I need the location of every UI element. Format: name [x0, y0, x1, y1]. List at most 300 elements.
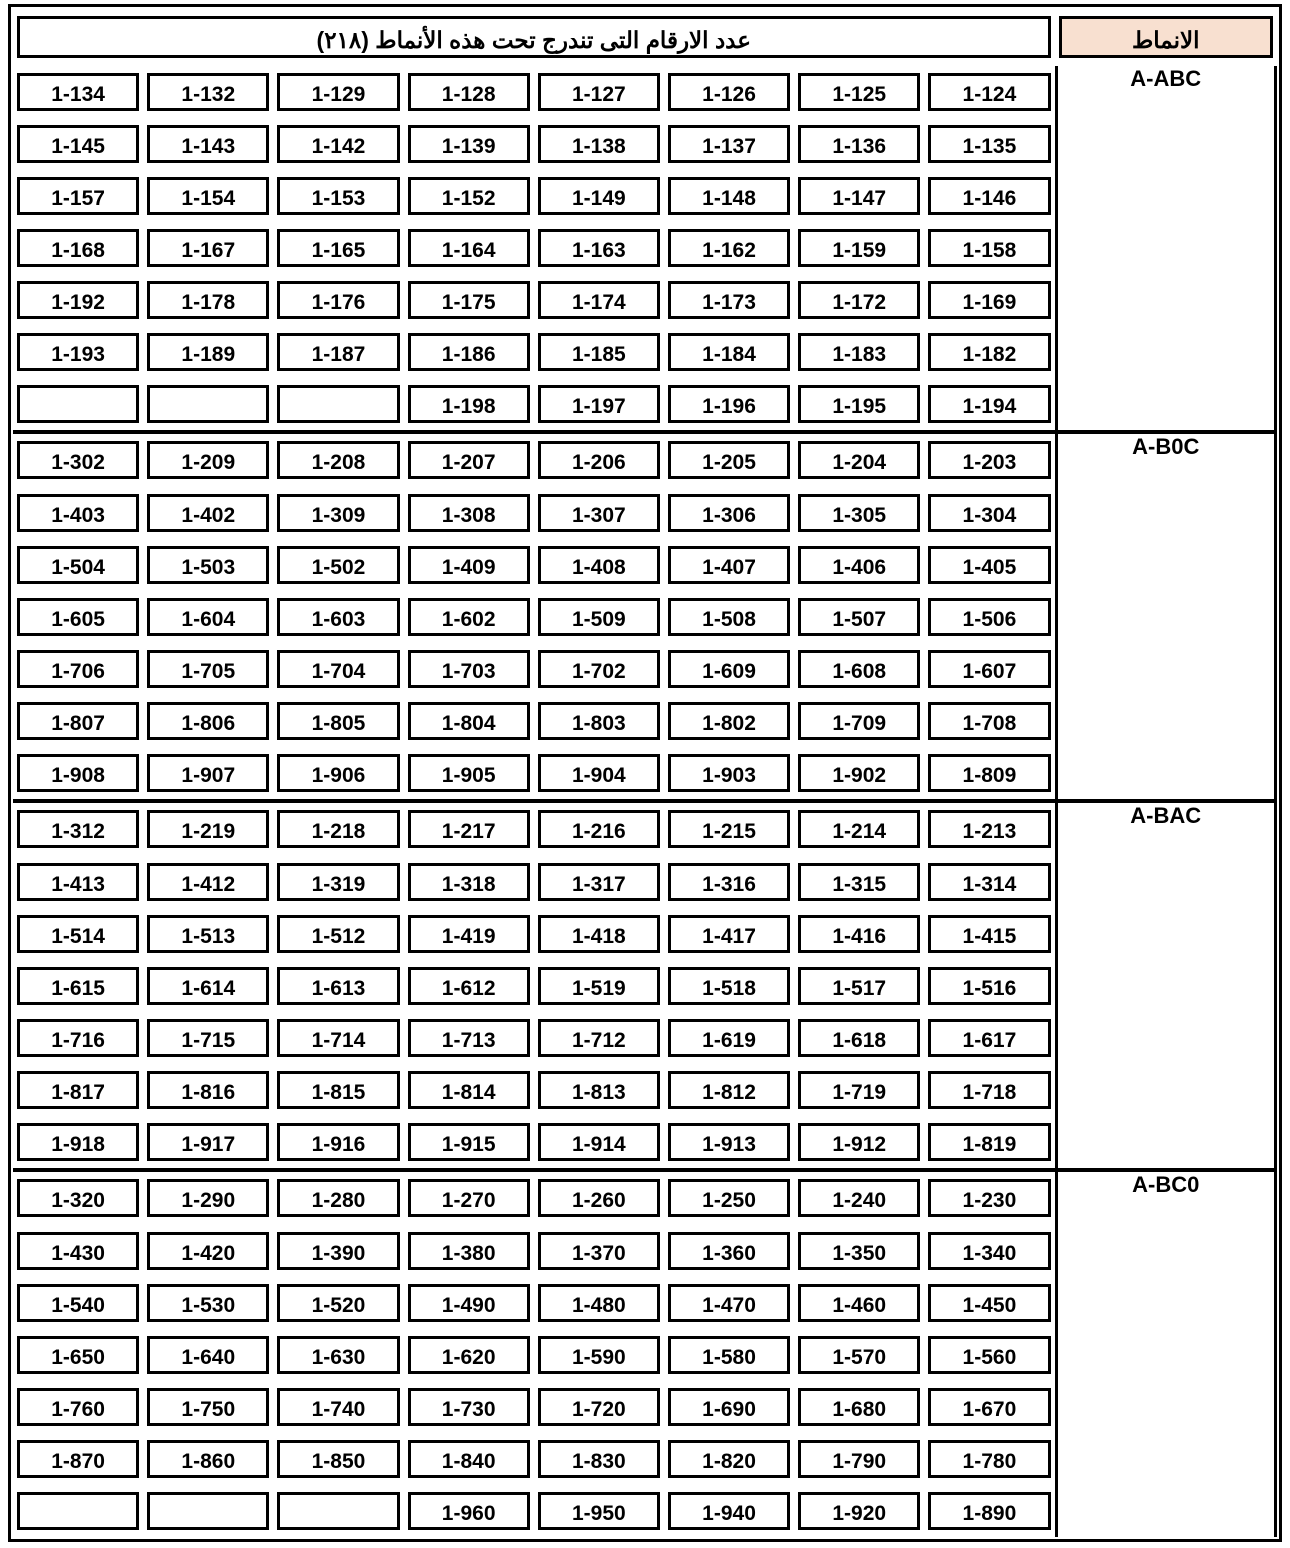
number-box: 1-508 — [668, 598, 790, 636]
number-cell — [404, 1329, 534, 1381]
number-box: 1-650 — [17, 1336, 139, 1374]
number-cell — [664, 118, 794, 170]
number-box: 1-760 — [17, 1388, 139, 1426]
number-cell — [924, 539, 1054, 591]
number-box: 1-470 — [668, 1284, 790, 1322]
number-box: 1-605 — [17, 598, 139, 636]
number-cell — [273, 222, 403, 274]
number-cell — [404, 643, 534, 695]
number-box: 1-142 — [277, 125, 399, 163]
number-box: 1-154 — [147, 177, 269, 215]
number-box: 1-134 — [17, 73, 139, 111]
pattern-group-cell — [1055, 799, 1278, 1168]
number-cell — [794, 856, 924, 908]
number-cell — [534, 66, 664, 118]
number-cell — [273, 960, 403, 1012]
number-box: 1-750 — [147, 1388, 269, 1426]
number-cell — [924, 1381, 1054, 1433]
number-box: 1-704 — [277, 650, 399, 688]
number-box: 1-790 — [798, 1440, 920, 1478]
number-box: 1-613 — [277, 967, 399, 1005]
number-box: 1-916 — [277, 1123, 399, 1161]
number-cell — [924, 799, 1054, 856]
number-cell — [924, 1329, 1054, 1381]
number-box: 1-718 — [928, 1071, 1050, 1109]
number-cell — [13, 1485, 143, 1537]
number-cell — [273, 1012, 403, 1064]
number-cell — [404, 908, 534, 960]
number-box: 1-619 — [668, 1019, 790, 1057]
pattern-group-cell — [1055, 66, 1278, 430]
number-cell — [534, 118, 664, 170]
number-cell — [13, 1116, 143, 1168]
number-box: 1-163 — [538, 229, 660, 267]
number-box: 1-713 — [408, 1019, 530, 1057]
number-cell — [924, 908, 1054, 960]
number-box: 1-215 — [668, 810, 790, 848]
number-box: 1-609 — [668, 650, 790, 688]
number-box: 1-309 — [277, 494, 399, 532]
number-cell — [534, 695, 664, 747]
number-box: 1-380 — [408, 1232, 530, 1270]
number-cell — [924, 487, 1054, 539]
number-cell — [534, 643, 664, 695]
number-box: 1-307 — [538, 494, 660, 532]
number-cell — [143, 222, 273, 274]
number-box: 1-517 — [798, 967, 920, 1005]
number-cell — [143, 66, 273, 118]
number-cell — [143, 1277, 273, 1329]
number-cell — [664, 643, 794, 695]
number-cell — [534, 1381, 664, 1433]
number-cell — [664, 1012, 794, 1064]
number-box: 1-706 — [17, 650, 139, 688]
number-cell — [924, 222, 1054, 274]
number-box: 1-182 — [928, 333, 1050, 371]
pattern-name: A-BAC — [1055, 803, 1278, 1168]
number-cell — [664, 274, 794, 326]
number-box: 1-390 — [277, 1232, 399, 1270]
number-cell — [273, 487, 403, 539]
number-cell — [534, 222, 664, 274]
number-cell — [404, 960, 534, 1012]
number-cell — [143, 643, 273, 695]
number-cell — [273, 1225, 403, 1277]
number-box: 1-615 — [17, 967, 139, 1005]
number-box: 1-138 — [538, 125, 660, 163]
number-cell — [404, 1485, 534, 1537]
pattern-name: A-B0C — [1055, 434, 1278, 799]
number-cell — [273, 747, 403, 799]
number-box: 1-915 — [408, 1123, 530, 1161]
number-cell — [143, 1485, 273, 1537]
number-cell — [13, 1329, 143, 1381]
number-box: 1-143 — [147, 125, 269, 163]
number-cell — [273, 274, 403, 326]
number-box: 1-306 — [668, 494, 790, 532]
number-cell — [273, 1485, 403, 1537]
number-cell — [794, 1433, 924, 1485]
number-cell — [404, 539, 534, 591]
number-box: 1-740 — [277, 1388, 399, 1426]
number-cell — [273, 695, 403, 747]
number-box: 1-192 — [17, 281, 139, 319]
number-box: 1-418 — [538, 915, 660, 953]
number-box: 1-802 — [668, 702, 790, 740]
number-cell — [924, 856, 1054, 908]
number-box: 1-207 — [408, 441, 530, 479]
number-cell — [13, 799, 143, 856]
number-box: 1-230 — [928, 1179, 1050, 1217]
number-box: 1-715 — [147, 1019, 269, 1057]
number-box: 1-314 — [928, 863, 1050, 901]
number-cell — [13, 908, 143, 960]
number-box: 1-412 — [147, 863, 269, 901]
number-box: 1-540 — [17, 1284, 139, 1322]
number-box: 1-820 — [668, 1440, 790, 1478]
number-box: 1-145 — [17, 125, 139, 163]
number-box: 1-195 — [798, 385, 920, 423]
number-box: 1-139 — [408, 125, 530, 163]
number-cell — [534, 170, 664, 222]
number-box: 1-178 — [147, 281, 269, 319]
number-cell — [273, 643, 403, 695]
number-box: 1-860 — [147, 1440, 269, 1478]
number-box: 1-812 — [668, 1071, 790, 1109]
number-box: 1-184 — [668, 333, 790, 371]
number-box: 1-804 — [408, 702, 530, 740]
number-box: 1-709 — [798, 702, 920, 740]
table-row — [13, 1168, 1277, 1225]
number-box: 1-430 — [17, 1232, 139, 1270]
number-box: 1-705 — [147, 650, 269, 688]
number-box: 1-618 — [798, 1019, 920, 1057]
number-cell — [143, 1225, 273, 1277]
number-cell — [664, 747, 794, 799]
number-cell — [534, 1116, 664, 1168]
number-box: 1-129 — [277, 73, 399, 111]
number-box: 1-708 — [928, 702, 1050, 740]
number-box: 1-640 — [147, 1336, 269, 1374]
number-box: 1-960 — [408, 1492, 530, 1530]
pattern-name: A-ABC — [1055, 66, 1278, 430]
number-cell — [664, 487, 794, 539]
number-cell — [534, 487, 664, 539]
number-cell — [273, 1277, 403, 1329]
number-box: 1-209 — [147, 441, 269, 479]
number-box: 1-830 — [538, 1440, 660, 1478]
pattern-group-cell — [1055, 1168, 1278, 1537]
number-box: 1-136 — [798, 125, 920, 163]
number-box: 1-712 — [538, 1019, 660, 1057]
number-cell — [273, 378, 403, 430]
number-box: 1-415 — [928, 915, 1050, 953]
number-box: 1-319 — [277, 863, 399, 901]
number-cell — [794, 1168, 924, 1225]
number-cell — [924, 960, 1054, 1012]
table-row — [13, 799, 1277, 856]
number-box: 1-316 — [668, 863, 790, 901]
empty-number-box — [17, 385, 139, 423]
number-cell — [924, 1277, 1054, 1329]
number-box: 1-702 — [538, 650, 660, 688]
number-cell — [404, 1381, 534, 1433]
table-row — [13, 66, 1277, 118]
number-box: 1-308 — [408, 494, 530, 532]
number-cell — [664, 326, 794, 378]
number-cell — [143, 799, 273, 856]
number-cell — [794, 908, 924, 960]
number-cell — [534, 1433, 664, 1485]
number-box: 1-506 — [928, 598, 1050, 636]
number-cell — [534, 1225, 664, 1277]
number-box: 1-147 — [798, 177, 920, 215]
number-box: 1-850 — [277, 1440, 399, 1478]
number-box: 1-803 — [538, 702, 660, 740]
number-box: 1-503 — [147, 546, 269, 584]
number-cell — [794, 960, 924, 1012]
number-cell — [404, 1064, 534, 1116]
number-cell — [664, 908, 794, 960]
number-box: 1-507 — [798, 598, 920, 636]
number-cell — [664, 222, 794, 274]
number-box: 1-908 — [17, 754, 139, 792]
number-cell — [273, 1381, 403, 1433]
number-box: 1-340 — [928, 1232, 1050, 1270]
table-header-row — [13, 9, 1277, 66]
number-box: 1-890 — [928, 1492, 1050, 1530]
number-box: 1-193 — [17, 333, 139, 371]
number-cell — [534, 1012, 664, 1064]
number-cell — [13, 695, 143, 747]
number-box: 1-137 — [668, 125, 790, 163]
number-cell — [273, 66, 403, 118]
number-cell — [794, 1277, 924, 1329]
number-cell — [924, 1012, 1054, 1064]
number-box: 1-158 — [928, 229, 1050, 267]
number-box: 1-194 — [928, 385, 1050, 423]
number-box: 1-407 — [668, 546, 790, 584]
number-box: 1-703 — [408, 650, 530, 688]
number-box: 1-205 — [668, 441, 790, 479]
number-cell — [13, 487, 143, 539]
number-box: 1-183 — [798, 333, 920, 371]
number-cell — [664, 1381, 794, 1433]
number-box: 1-189 — [147, 333, 269, 371]
number-box: 1-270 — [408, 1179, 530, 1217]
number-cell — [13, 960, 143, 1012]
number-box: 1-819 — [928, 1123, 1050, 1161]
number-cell — [13, 66, 143, 118]
number-box: 1-218 — [277, 810, 399, 848]
number-cell — [143, 1433, 273, 1485]
table-title-cell — [13, 9, 1055, 66]
number-cell — [404, 856, 534, 908]
number-box: 1-780 — [928, 1440, 1050, 1478]
number-cell — [794, 695, 924, 747]
number-cell — [143, 1168, 273, 1225]
number-cell — [404, 1012, 534, 1064]
number-cell — [924, 643, 1054, 695]
patterns-header-cell — [1055, 9, 1278, 66]
number-cell — [534, 799, 664, 856]
number-box: 1-516 — [928, 967, 1050, 1005]
number-cell — [794, 747, 924, 799]
empty-number-box — [147, 1492, 269, 1530]
number-box: 1-720 — [538, 1388, 660, 1426]
number-box: 1-187 — [277, 333, 399, 371]
number-box: 1-125 — [798, 73, 920, 111]
number-cell — [664, 856, 794, 908]
number-box: 1-504 — [17, 546, 139, 584]
number-cell — [534, 1329, 664, 1381]
number-cell — [13, 1381, 143, 1433]
number-cell — [143, 170, 273, 222]
number-box: 1-204 — [798, 441, 920, 479]
number-box: 1-164 — [408, 229, 530, 267]
number-cell — [534, 747, 664, 799]
number-cell — [13, 1168, 143, 1225]
number-cell — [404, 118, 534, 170]
number-cell — [404, 695, 534, 747]
number-cell — [664, 1168, 794, 1225]
number-cell — [534, 1064, 664, 1116]
number-cell — [794, 326, 924, 378]
number-cell — [534, 1277, 664, 1329]
number-box: 1-519 — [538, 967, 660, 1005]
number-box: 1-602 — [408, 598, 530, 636]
number-cell — [13, 1225, 143, 1277]
number-box: 1-670 — [928, 1388, 1050, 1426]
number-cell — [273, 591, 403, 643]
number-box: 1-807 — [17, 702, 139, 740]
number-box: 1-518 — [668, 967, 790, 1005]
number-box: 1-186 — [408, 333, 530, 371]
number-cell — [794, 118, 924, 170]
number-box: 1-719 — [798, 1071, 920, 1109]
number-box: 1-173 — [668, 281, 790, 319]
number-box: 1-603 — [277, 598, 399, 636]
number-cell — [13, 118, 143, 170]
number-box: 1-805 — [277, 702, 399, 740]
number-box: 1-168 — [17, 229, 139, 267]
number-cell — [273, 856, 403, 908]
number-cell — [794, 591, 924, 643]
number-box: 1-918 — [17, 1123, 139, 1161]
number-box: 1-813 — [538, 1071, 660, 1109]
number-cell — [143, 960, 273, 1012]
number-cell — [664, 695, 794, 747]
number-cell — [664, 378, 794, 430]
number-cell — [13, 326, 143, 378]
number-cell — [143, 326, 273, 378]
number-cell — [143, 1064, 273, 1116]
number-cell — [924, 170, 1054, 222]
number-box: 1-132 — [147, 73, 269, 111]
number-box: 1-950 — [538, 1492, 660, 1530]
number-box: 1-350 — [798, 1232, 920, 1270]
number-cell — [404, 1168, 534, 1225]
empty-number-box — [277, 1492, 399, 1530]
number-cell — [404, 591, 534, 643]
number-box: 1-417 — [668, 915, 790, 953]
number-cell — [664, 430, 794, 487]
number-cell — [924, 591, 1054, 643]
number-cell — [404, 487, 534, 539]
number-cell — [13, 1012, 143, 1064]
number-cell — [794, 1329, 924, 1381]
number-cell — [534, 1168, 664, 1225]
number-cell — [13, 222, 143, 274]
number-cell — [143, 430, 273, 487]
number-cell — [924, 66, 1054, 118]
number-cell — [13, 747, 143, 799]
number-cell — [13, 856, 143, 908]
number-cell — [664, 170, 794, 222]
number-cell — [924, 1064, 1054, 1116]
number-box: 1-370 — [538, 1232, 660, 1270]
number-cell — [143, 1381, 273, 1433]
number-box: 1-419 — [408, 915, 530, 953]
number-box: 1-157 — [17, 177, 139, 215]
number-box: 1-513 — [147, 915, 269, 953]
number-cell — [404, 1433, 534, 1485]
number-box: 1-402 — [147, 494, 269, 532]
number-cell — [143, 274, 273, 326]
number-box: 1-413 — [17, 863, 139, 901]
number-cell — [794, 1485, 924, 1537]
number-box: 1-570 — [798, 1336, 920, 1374]
number-cell — [143, 747, 273, 799]
number-box: 1-172 — [798, 281, 920, 319]
number-cell — [143, 856, 273, 908]
number-box: 1-460 — [798, 1284, 920, 1322]
number-box: 1-514 — [17, 915, 139, 953]
number-cell — [273, 1433, 403, 1485]
number-cell — [924, 326, 1054, 378]
number-box: 1-280 — [277, 1179, 399, 1217]
number-box: 1-360 — [668, 1232, 790, 1270]
number-box: 1-680 — [798, 1388, 920, 1426]
number-box: 1-809 — [928, 754, 1050, 792]
number-box: 1-405 — [928, 546, 1050, 584]
empty-number-box — [147, 385, 269, 423]
number-cell — [404, 274, 534, 326]
number-cell — [664, 799, 794, 856]
number-box: 1-903 — [668, 754, 790, 792]
number-box: 1-167 — [147, 229, 269, 267]
number-box: 1-203 — [928, 441, 1050, 479]
table-frame — [8, 4, 1282, 1542]
number-cell — [273, 1064, 403, 1116]
number-box: 1-912 — [798, 1123, 920, 1161]
number-cell — [664, 591, 794, 643]
number-box: 1-153 — [277, 177, 399, 215]
number-cell — [924, 430, 1054, 487]
number-box: 1-146 — [928, 177, 1050, 215]
number-box: 1-690 — [668, 1388, 790, 1426]
table-row — [13, 430, 1277, 487]
number-box: 1-127 — [538, 73, 660, 111]
number-cell — [664, 960, 794, 1012]
number-box: 1-409 — [408, 546, 530, 584]
number-box: 1-608 — [798, 650, 920, 688]
number-cell — [794, 799, 924, 856]
number-box: 1-302 — [17, 441, 139, 479]
number-cell — [143, 1329, 273, 1381]
number-cell — [13, 591, 143, 643]
number-cell — [273, 170, 403, 222]
